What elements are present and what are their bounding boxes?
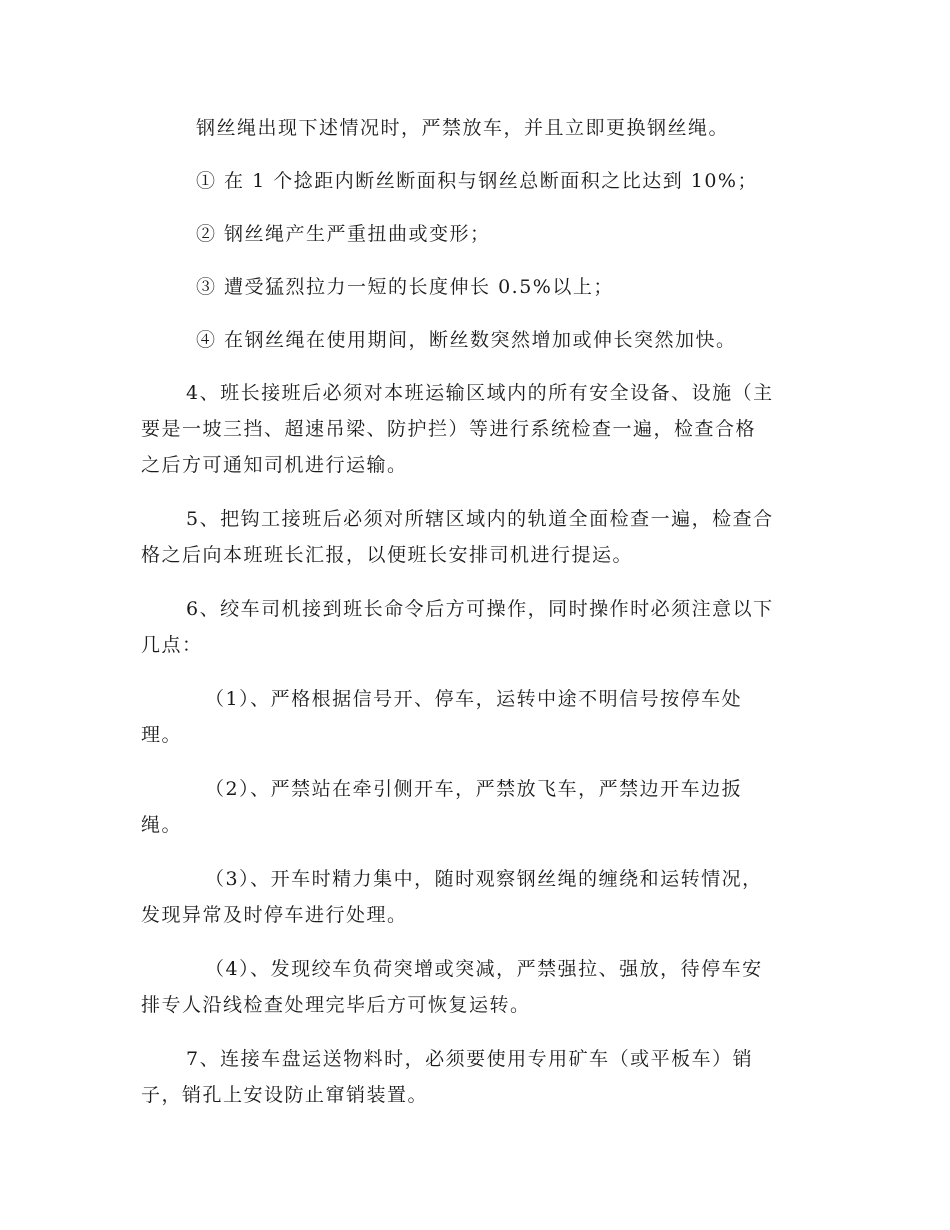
item-5-line-2: 格之后向本班班长汇报，以便班长安排司机进行提运。 bbox=[141, 544, 634, 566]
item-7-line-1: 7、连接车盘运送物料时，必须要使用专用矿车（或平板车）销 bbox=[186, 1048, 754, 1070]
sub-item-4-line-1: （4）、发现绞车负荷突增或突减，严禁强拉、强放，待停车安 bbox=[205, 958, 763, 980]
item-7-line-2: 子，销孔上安设防止窜销装置。 bbox=[141, 1084, 429, 1106]
sub-item-1-line-1: （1）、严格根据信号开、停车，运转中途不明信号按停车处 bbox=[205, 688, 743, 710]
sub-item-3-line-2: 发现异常及时停车进行处理。 bbox=[141, 904, 408, 926]
item-4-line-2: 要是一坡三挡、超速吊梁、防护拦）等进行系统检查一遍，检查合格 bbox=[141, 418, 757, 440]
intro-text: 钢丝绳出现下述情况时，严禁放车，并且立即更换钢丝绳。 bbox=[196, 117, 730, 139]
item-4-line-3: 之后方可通知司机进行运输。 bbox=[141, 454, 408, 476]
condition-4: ④ 在钢丝绳在使用期间，断丝数突然增加或伸长突然加快。 bbox=[196, 329, 737, 351]
item-4-line-1: 4、班长接班后必须对本班运输区域内的所有安全设备、设施（主 bbox=[186, 382, 774, 404]
sub-item-2-line-2: 绳。 bbox=[141, 814, 183, 836]
item-6-line-2: 几点： bbox=[141, 634, 203, 656]
sub-item-2-line-1: （2）、严禁站在牵引侧开车，严禁放飞车，严禁边开车边扳 bbox=[205, 778, 743, 800]
sub-item-4-line-2: 排专人沿线检查处理完毕后方可恢复运转。 bbox=[141, 994, 531, 1016]
condition-1: ① 在 1 个捻距内断丝断面积与钢丝总断面积之比达到 10%； bbox=[196, 170, 758, 192]
condition-2: ② 钢丝绳产生严重扭曲或变形； bbox=[196, 223, 491, 245]
item-6-line-1: 6、绞车司机接到班长命令后方可操作，同时操作时必须注意以下 bbox=[186, 598, 774, 620]
condition-3: ③ 遭受猛烈拉力一短的长度伸长 0.5%以上； bbox=[196, 276, 614, 298]
sub-item-3-line-1: （3）、开车时精力集中，随时观察钢丝绳的缠绕和运转情况， bbox=[205, 868, 763, 890]
item-5-line-1: 5、把钩工接班后必须对所辖区域内的轨道全面检查一遍，检查合 bbox=[186, 508, 774, 530]
sub-item-1-line-2: 理。 bbox=[141, 724, 183, 746]
